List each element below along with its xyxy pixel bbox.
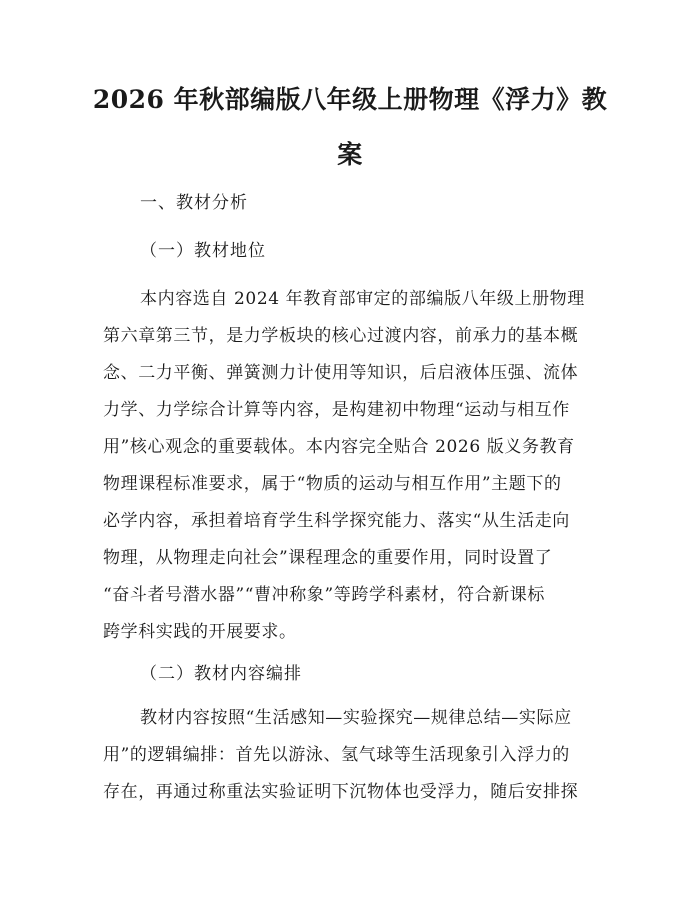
paragraph-line: 教材内容按照“生活感知—实验探究—规律总结—实际应 — [140, 708, 572, 728]
paragraph-line: “奋斗者号潜水器”“曹冲称象”等跨学科素材，符合新课标 — [103, 585, 545, 605]
subsection-heading-textbook-status: （一）教材地位 — [140, 241, 266, 261]
paragraph-line: 物理课程标准要求，属于“物质的运动与相互作用”主题下的 — [103, 474, 562, 494]
paragraph-line: 念、二力平衡、弹簧测力计使用等知识，后启液体压强、流体 — [103, 363, 579, 383]
subsection-heading-content-arrangement: （二）教材内容编排 — [140, 664, 302, 684]
document-title-line-2: 案 — [337, 140, 363, 169]
paragraph-line: 用”的逻辑编排：首先以游泳、氢气球等生活现象引入浮力的 — [103, 745, 570, 765]
paragraph-line: 物理，从物理走向社会”课程理念的重要作用，同时设置了 — [103, 548, 553, 568]
paragraph-line: 必学内容，承担着培育学生科学探究能力、落实“从生活走向 — [103, 511, 570, 531]
paragraph-line: 力学、力学综合计算等内容，是构建初中物理“运动与相互作 — [103, 400, 570, 420]
paragraph-line: 跨学科实践的开展要求。 — [103, 622, 297, 642]
paragraph-line: 用”核心观念的重要载体。本内容完全贴合 2026 版义务教育 — [103, 437, 575, 457]
document-title-line-1: 2026 年秋部编版八年级上册物理《浮力》教 — [92, 85, 608, 114]
section-heading-textbook-analysis: 一、教材分析 — [140, 193, 248, 213]
paragraph-line: 存在，再通过称重法实验证明下沉物体也受浮力，随后安排探 — [103, 782, 579, 802]
paragraph-line: 第六章第三节，是力学板块的核心过渡内容，前承力的基本概 — [103, 326, 579, 346]
paragraph-line: 本内容选自 2024 年教育部审定的部编版八年级上册物理 — [140, 289, 585, 309]
